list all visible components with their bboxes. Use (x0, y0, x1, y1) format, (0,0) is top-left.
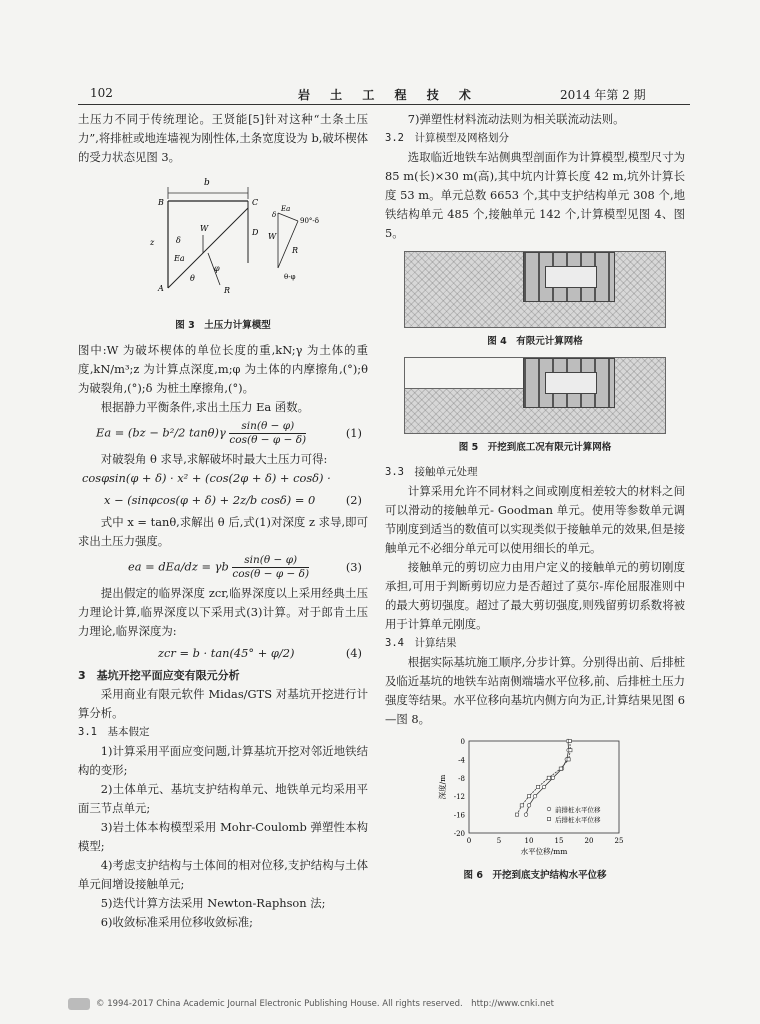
data-point (520, 804, 523, 807)
legend-label: 后排桩水平位移 (555, 816, 601, 824)
y-tick-label: -12 (453, 793, 465, 802)
list-item: 4)考虑支护结构与土体间的相对位移,支护结构与土体单元间增设接触单元; (78, 858, 368, 891)
paragraph: 选取临近地铁车站侧典型剖面作为计算模型,模型尺寸为 85 m(长)×30 m(高),其中坑内计算长度 42 m,坑外计算长度 53 m。单元总数 6653 个,其中支护结构单元 308 个,地铁结构单元 485 个,接触单元 142 个,计算模型见图 4、图 5。 (385, 150, 685, 240)
page-header (0, 86, 760, 104)
series-line-2 (517, 741, 570, 815)
data-point (559, 767, 562, 770)
eq3-den: cos(θ − φ − δ) (232, 568, 310, 580)
paragraph: 计算采用允许不同材料之间或刚度相差较大的材料之间可以滑动的接触单元- Goodman 单元。使用等参数单元调节刚度到适当的数值可以实现类似于接触单元的效果,但是接触单元不必细分单元可以使用细长的单元。 (385, 484, 685, 555)
section-heading: 3 基坑开挖平面应变有限元分析 (78, 669, 240, 682)
list-item: 7)弹塑性材料流动法则为相关联流动法则。 (407, 112, 625, 126)
y-axis-label: 深度/m (438, 774, 447, 800)
page-number: 102 (90, 86, 113, 100)
right-column (385, 110, 685, 891)
equation-2 (78, 491, 368, 510)
label-A: A (158, 284, 164, 293)
label-z: z (150, 238, 155, 247)
eq4-text: zcr = b · tan(45° + φ/2) (158, 646, 295, 660)
force-delta: δ (272, 211, 277, 219)
eq3-number: (3) (345, 560, 362, 574)
figure-4-caption: 图 4 有限元计算网格 (487, 336, 583, 347)
equation-3 (78, 554, 368, 581)
data-point (569, 749, 572, 752)
force-angle-1: 90°-δ (300, 217, 319, 225)
label-delta: δ (176, 236, 181, 245)
figure-6-caption: 图 6 开挖到底支护结构水平位移 (463, 870, 607, 881)
legend-marker (547, 817, 550, 820)
figure-6-chart (435, 735, 635, 863)
label-R: R (224, 286, 231, 295)
y-tick-label: -4 (458, 756, 465, 765)
eq1-lhs: Ea = (bz − b²/2 tanθ)γ (96, 425, 226, 440)
header-rule (78, 104, 690, 105)
eq2-number: (2) (345, 493, 362, 507)
eq3-num: sin(θ − φ) (232, 554, 309, 568)
label-phi: φ (214, 264, 220, 273)
data-point (542, 785, 546, 789)
x-tick-label: 10 (524, 837, 534, 845)
data-point (536, 785, 539, 788)
subsection-heading: 3.4 计算结果 (385, 637, 457, 649)
cnki-logo-icon (68, 998, 90, 1010)
y-tick-label: -16 (453, 811, 465, 820)
paragraph: 根据实际基坑施工顺序,分步计算。分别得出前、后排桩及临近基坑的地铁车站南侧端墙水平位移,前、后排桩土压力强度等结果。水平位移向基坑内侧方向为正,计算结果见图 6—图 8。 (385, 655, 685, 726)
x-tick-label: 20 (584, 837, 594, 845)
paragraph: 对破裂角 θ 求导,求解破坏时最大土压力可得: (100, 452, 328, 466)
paragraph: 图中:W 为破坏楔体的单位长度的重,kN;γ 为土体的重度,kN/m³;z 为计算点深度,m;φ 为土体的内摩擦角,(°);θ 为破裂角,(°);δ 为桩土摩擦角,(°)。 (78, 343, 368, 395)
eq1-num: sin(θ − φ) (229, 420, 306, 434)
x-tick-label: 0 (466, 837, 472, 845)
data-point (527, 804, 531, 808)
equation-4 (78, 644, 368, 663)
label-b: b (204, 178, 210, 188)
subsection-heading: 3.2 计算模型及网格划分 (385, 132, 509, 144)
force-angle-2: θ-φ (284, 273, 296, 281)
issue-label: 2014 年第 2 期 (560, 88, 646, 102)
subway-structure (545, 266, 597, 288)
data-point (568, 739, 571, 742)
paragraph: 采用商业有限元软件 Midas/GTS 对基坑开挖进行计算分析。 (78, 687, 368, 720)
figure-3 (128, 173, 328, 313)
data-point (547, 776, 550, 779)
y-tick-label: -8 (458, 774, 465, 783)
eq3-lhs: ea = dEa/dz = γb (128, 559, 229, 574)
eq4-number: (4) (345, 646, 362, 660)
eq1-number: (1) (345, 426, 362, 440)
y-tick-label: 0 (460, 738, 465, 746)
label-C: C (252, 198, 259, 207)
x-tick-label: 5 (496, 837, 502, 845)
label-D: D (252, 228, 259, 237)
journal-title: 岩 土 工 程 技 术 (298, 88, 479, 102)
list-item: 3)岩土体本构模型采用 Mohr-Coulomb 弹塑性本构模型; (78, 820, 368, 853)
excavated-pit (405, 358, 523, 389)
label-B: B (158, 198, 164, 207)
paragraph: 提出假定的临界深度 zcr,临界深度以上采用经典土压力理论计算,临界深度以下采用式(3)计算。对于郎肯土压力理论,临界深度为: (78, 586, 368, 638)
legend-label: 前排桩水平位移 (555, 806, 601, 814)
data-point (567, 758, 570, 761)
list-item: 1)计算采用平面应变问题,计算基坑开挖对邻近地铁结构的变形; (78, 744, 368, 777)
list-item: 2)土体单元、基坑支护结构单元、地铁单元均采用平面三节点单元; (78, 782, 368, 815)
figure-5-caption: 图 5 开挖到底工况有限元计算网格 (458, 442, 612, 453)
paragraph: 土压力不同于传统理论。王贤能[5]针对这种“土条土压力”,将排桩或地连墙视为刚性体,土条宽度设为 b,破坏楔体的受力状态见图 3。 (78, 112, 368, 164)
x-tick-label: 15 (554, 837, 564, 845)
left-column (78, 110, 368, 932)
data-point (515, 813, 518, 816)
equation-1 (78, 420, 368, 447)
y-tick-label: -20 (453, 830, 465, 838)
subsection-heading: 3.3 接触单元处理 (385, 466, 478, 478)
x-axis-label: 水平位移/mm (520, 847, 568, 856)
data-point (527, 795, 530, 798)
data-point (524, 813, 528, 817)
copyright-footer (68, 997, 554, 1010)
figure-3-caption: 图 3 土压力计算模型 (175, 320, 271, 331)
figure-5-mesh (404, 357, 666, 434)
paragraph: 根据静力平衡条件,求出土压力 Ea 函数。 (100, 400, 310, 414)
paragraph: 式中 x = tanθ,求解出 θ 后,式(1)对深度 z 求导,即可求出土压力强度。 (78, 515, 368, 548)
data-point (533, 794, 537, 798)
x-tick-label: 25 (614, 837, 624, 845)
eq1-den: cos(θ − φ − δ) (229, 434, 307, 446)
force-W: W (268, 232, 277, 241)
legend-marker (547, 807, 551, 811)
paragraph: 接触单元的剪切应力由用户定义的接触单元的剪切刚度承担,可用于判断剪切应力是否超过了莫尔-库伦屈服准则中的最大剪切强度。超过了最大剪切强度,则残留剪切系数将被用于计算单元刚度。 (385, 560, 685, 631)
eq2-text: x − (sinφcos(φ + δ) + 2z/b cosδ) = 0 (104, 493, 316, 507)
force-Ea: Ea (281, 205, 291, 213)
equation-2-line-1: cosφsin(φ + δ) · x² + (cos(2φ + δ) + cosδ) · (82, 471, 331, 485)
list-item: 5)迭代计算方法采用 Newton-Raphson 法; (100, 896, 326, 910)
list-item: 6)收敛标准采用位移收敛标准; (100, 915, 254, 929)
data-point (551, 776, 555, 780)
force-R: R (292, 246, 299, 255)
figure-4-mesh (404, 251, 666, 328)
label-Ea: Ea (174, 254, 185, 263)
label-theta: θ (190, 274, 195, 283)
label-W: W (200, 224, 209, 233)
subsection-heading: 3.1 基本假定 (78, 726, 150, 738)
footer-text: © 1994-2017 China Academic Journal Electronic Publishing House. All rights reserved. http://www.cnki.net (96, 999, 554, 1009)
subway-structure (545, 372, 597, 394)
